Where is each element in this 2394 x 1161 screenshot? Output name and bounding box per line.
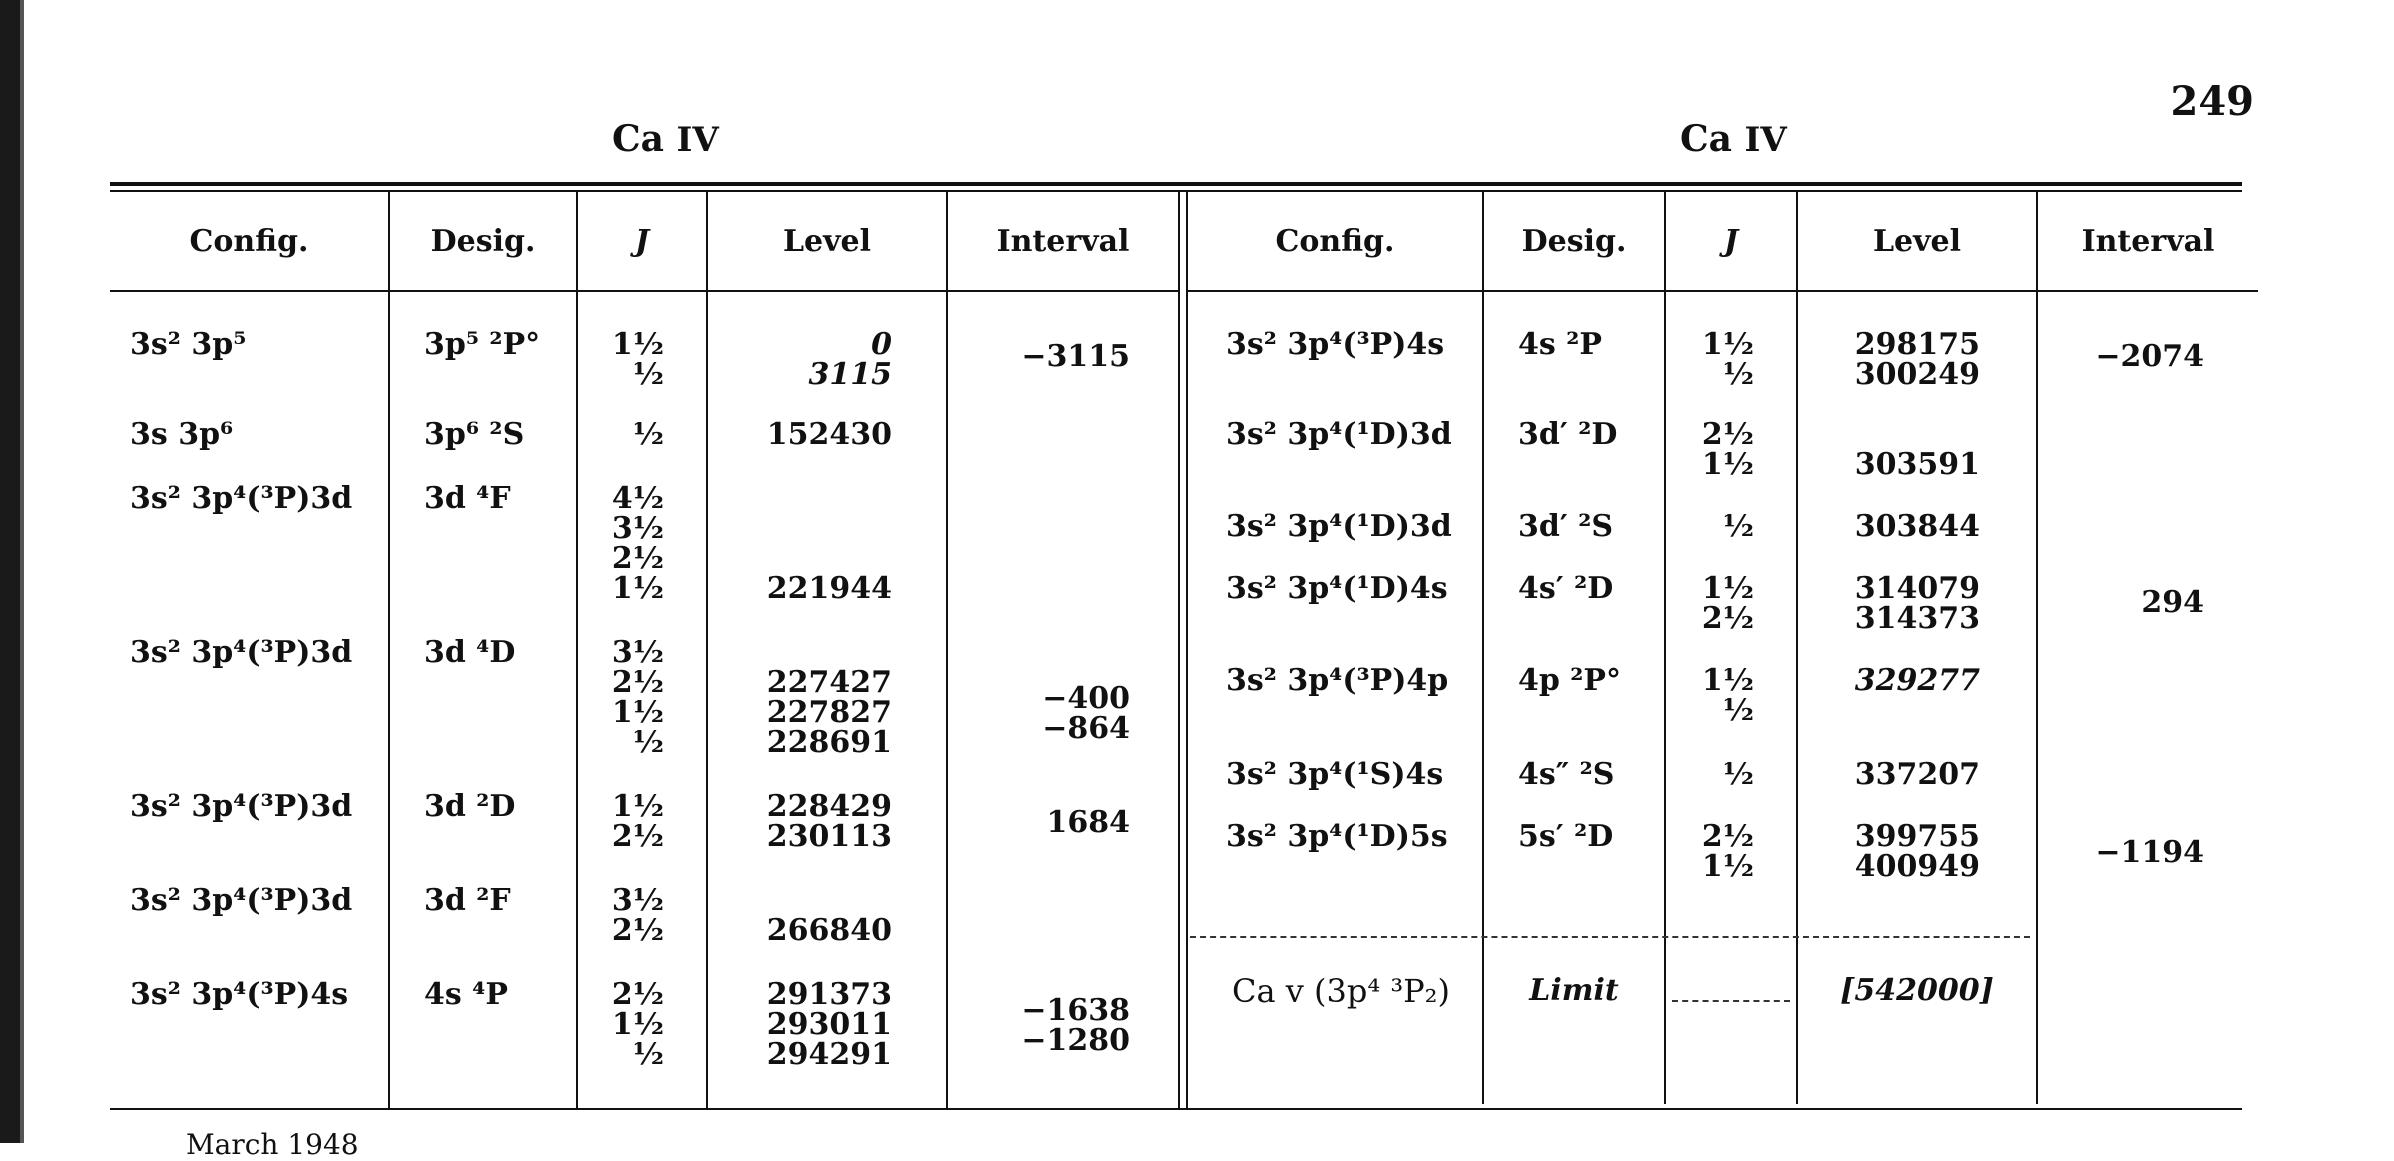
col-divider: [576, 192, 578, 1108]
left-row-1-config: 3s² 3p⁵: [130, 327, 247, 362]
right-row-7-config: 3s² 3p⁴(¹D)5s: [1226, 819, 1448, 854]
right-row-4-config: 3s² 3p⁴(¹D)4s: [1226, 571, 1448, 606]
left-row-1-level: 0: [871, 327, 892, 362]
left-row-1-desig: 3p⁵ ²P°: [424, 327, 541, 362]
right-header-rule: [1186, 290, 2258, 292]
right-header-j: J: [1723, 223, 1739, 259]
left-row-7-desig: 4s ⁴P: [424, 977, 508, 1012]
right-row-3-j: ½: [1722, 509, 1754, 544]
right-row-1-level: 300249: [1854, 357, 1980, 392]
col-divider: [1796, 192, 1798, 1104]
left-row-5-j: 2½: [611, 819, 664, 854]
right-header-config: Config.: [1275, 223, 1395, 259]
right-row-4-desig: 4s′ ²D: [1518, 571, 1614, 606]
left-row-4-desig: 3d ⁴D: [424, 635, 516, 670]
left-row-1-j: ½: [632, 357, 664, 392]
left-row-3-config: 3s² 3p⁴(³P)3d: [130, 481, 353, 516]
right-row-7-desig: 5s′ ²D: [1518, 819, 1614, 854]
left-row-6-desig: 3d ²F: [424, 883, 511, 918]
left-header-level: Level: [782, 223, 872, 259]
left-row-4-level: 228691: [766, 725, 892, 760]
left-row-7-level: 291373: [766, 977, 892, 1012]
left-row-7-j: 1½: [611, 1007, 664, 1042]
right-row-2-j: 2½: [1701, 417, 1754, 452]
left-title-ion: IV: [676, 120, 719, 160]
limit-config: Ca v (3p⁴ ³P₂): [1232, 972, 1450, 1010]
left-row-6-j: 2½: [611, 913, 664, 948]
table-bottom-rule: [110, 1108, 2242, 1110]
right-row-1-desig: 4s ²P: [1518, 327, 1602, 362]
left-header-config: Config.: [189, 223, 309, 259]
left-row-7-j: ½: [632, 1037, 664, 1072]
left-title-element: Ca: [612, 118, 664, 160]
left-row-5-interval: 1684: [1046, 805, 1130, 840]
right-row-5-level: 329277: [1854, 663, 1980, 698]
col-divider: [1664, 192, 1666, 1104]
left-header-rule: [110, 290, 1180, 292]
left-row-7-level: 293011: [766, 1007, 892, 1042]
right-row-4-level: 314079: [1854, 571, 1980, 606]
right-row-1-interval: −2074: [2095, 339, 2204, 374]
right-row-3-config: 3s² 3p⁴(¹D)3d: [1226, 509, 1452, 544]
left-row-4-interval: −864: [1042, 711, 1130, 746]
right-row-4-j: 2½: [1701, 601, 1754, 636]
left-table-title: [612, 118, 719, 160]
limit-separator: [1190, 936, 2030, 938]
right-row-7-j: 1½: [1701, 849, 1754, 884]
left-row-1-j: 1½: [611, 327, 664, 362]
left-row-7-level: 294291: [766, 1037, 892, 1072]
right-row-5-j: ½: [1722, 693, 1754, 728]
left-row-3-j: 2½: [611, 541, 664, 576]
right-row-4-level: 314373: [1854, 601, 1980, 636]
page-number: 249: [2170, 78, 2254, 125]
right-row-1-level: 298175: [1854, 327, 1980, 362]
left-row-7-j: 2½: [611, 977, 664, 1012]
right-row-5-j: 1½: [1701, 663, 1754, 698]
left-header-desig: Desig.: [430, 223, 536, 259]
left-row-3-desig: 3d ⁴F: [424, 481, 511, 516]
left-row-1-level: 3115: [808, 357, 892, 392]
left-row-4-level: 227427: [766, 665, 892, 700]
right-row-3-level: 303844: [1854, 509, 1980, 544]
left-header-interval: Interval: [996, 223, 1130, 259]
right-row-7-interval: −1194: [2095, 835, 2204, 870]
left-row-1-interval: −3115: [1021, 339, 1130, 374]
right-title-element: Ca: [1680, 118, 1732, 160]
right-table-title: [1680, 118, 1787, 160]
col-divider: [946, 192, 948, 1108]
left-row-5-level: 228429: [766, 789, 892, 824]
right-row-7-level: 399755: [1854, 819, 1980, 854]
left-header-j: J: [634, 223, 650, 259]
left-row-2-level: 152430: [766, 417, 892, 452]
right-row-2-desig: 3d′ ²D: [1518, 417, 1618, 452]
left-row-4-j: 1½: [611, 695, 664, 730]
col-divider: [1482, 192, 1484, 1104]
right-header-desig: Desig.: [1521, 223, 1627, 259]
right-row-1-j: 1½: [1701, 327, 1754, 362]
left-row-5-level: 230113: [766, 819, 892, 854]
right-row-4-j: 1½: [1701, 571, 1754, 606]
book-spine-edge: [0, 0, 24, 1143]
col-divider: [2036, 192, 2038, 1104]
left-row-2-desig: 3p⁶ ²S: [424, 417, 525, 452]
right-row-6-desig: 4s″ ²S: [1518, 757, 1615, 792]
right-row-4-interval: 294: [2141, 585, 2204, 620]
left-row-3-level: 221944: [766, 571, 892, 606]
right-row-5-config: 3s² 3p⁴(³P)4p: [1226, 663, 1449, 698]
left-row-4-config: 3s² 3p⁴(³P)3d: [130, 635, 353, 670]
right-row-7-level: 400949: [1854, 849, 1980, 884]
limit-desig: Limit: [1529, 973, 1619, 1008]
left-row-6-level: 266840: [766, 913, 892, 948]
table-split-divider: [1186, 192, 1188, 1108]
right-row-7-j: 2½: [1701, 819, 1754, 854]
left-row-5-j: 1½: [611, 789, 664, 824]
left-row-5-desig: 3d ²D: [424, 789, 516, 824]
right-header-level: Level: [1872, 223, 1962, 259]
right-title-ion: IV: [1744, 120, 1787, 160]
col-divider: [706, 192, 708, 1108]
left-row-2-j: ½: [632, 417, 664, 452]
col-divider: [388, 192, 390, 1108]
left-row-6-config: 3s² 3p⁴(³P)3d: [130, 883, 353, 918]
table-top-rule: [110, 182, 2242, 192]
left-row-6-j: 3½: [611, 883, 664, 918]
limit-j-dash: [1672, 1000, 1790, 1002]
left-row-3-j: 4½: [611, 481, 664, 516]
left-row-4-j: ½: [632, 725, 664, 760]
left-row-3-j: 3½: [611, 511, 664, 546]
right-row-1-j: ½: [1722, 357, 1754, 392]
right-header-interval: Interval: [2081, 223, 2215, 259]
right-row-6-config: 3s² 3p⁴(¹S)4s: [1226, 757, 1444, 792]
right-row-2-j: 1½: [1701, 447, 1754, 482]
left-row-3-j: 1½: [611, 571, 664, 606]
left-row-4-interval: −400: [1042, 681, 1130, 716]
left-row-5-config: 3s² 3p⁴(³P)3d: [130, 789, 353, 824]
left-row-7-interval: −1638: [1021, 993, 1130, 1028]
left-row-4-j: 2½: [611, 665, 664, 700]
left-row-7-config: 3s² 3p⁴(³P)4s: [130, 977, 349, 1012]
left-row-4-level: 227827: [766, 695, 892, 730]
right-row-3-desig: 3d′ ²S: [1518, 509, 1614, 544]
right-row-6-level: 337207: [1854, 757, 1980, 792]
left-row-2-config: 3s 3p⁶: [130, 417, 234, 452]
left-row-7-interval: −1280: [1021, 1023, 1130, 1058]
footer-date: March 1948: [186, 1128, 359, 1161]
right-row-5-desig: 4p ²P°: [1518, 663, 1621, 698]
right-row-2-config: 3s² 3p⁴(¹D)3d: [1226, 417, 1452, 452]
right-row-1-config: 3s² 3p⁴(³P)4s: [1226, 327, 1445, 362]
table-split-divider: [1178, 192, 1180, 1108]
right-row-2-level: 303591: [1854, 447, 1980, 482]
left-row-4-j: 3½: [611, 635, 664, 670]
right-row-6-j: ½: [1722, 757, 1754, 792]
limit-level: [542000]: [1840, 973, 1994, 1008]
